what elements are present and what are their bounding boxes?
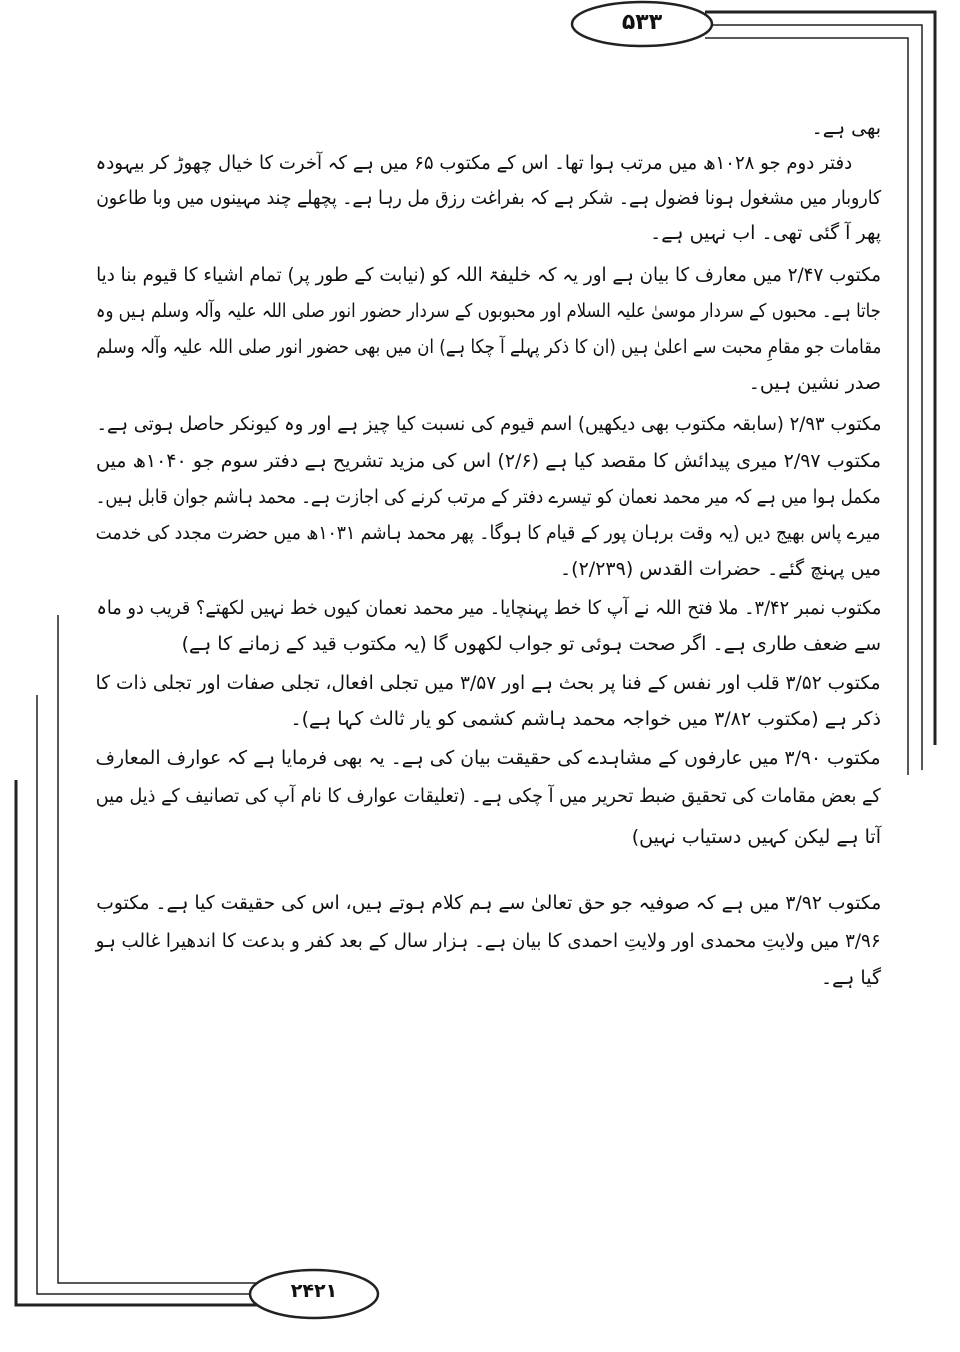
text-line: مکمل ہوا میں ہے کہ میر محمد نعمان کو تیسرے دفتر کے مرتب کرنے کی اجازت ہے۔ محمد ہاشم جوان قابل ہیں۔ [96,486,881,508]
text-line: بھی ہے۔ [811,117,881,139]
text-line: سے ضعف طاری ہے۔ اگر صحت ہوئی تو جواب لکھوں گا (یہ مکتوب قید کے زمانے کا ہے) [181,633,881,655]
text-line: مکتوب ۳/۹۰ میں عارفوں کے مشاہدے کی حقیقت بیان کی ہے۔ یہ بھی فرمایا ہے کہ عوارف المعارف [96,747,881,769]
text-line: گیا ہے۔ [820,967,881,989]
text-line: مکتوب ۳/۵۲ قلب اور نفس کے فنا پر بحث ہے اور ۳/۵۷ میں تجلی افعال، تجلی صفات اور تجلی ذات کا [96,672,881,694]
text-line: ذکر ہے (مکتوب ۳/۸۲ میں خواجہ محمد ہاشم کشمی کو یار ثالث کہا ہے)۔ [290,708,881,730]
text-line: کے بعض مقامات کی تحقیق ضبط تحریر میں آ چکی ہے۔ (تعلیقات عوارف کا نام آپ کی تصانیف کے ذیل میں [96,785,881,807]
text-line: ۳/۹۶ میں ولایتِ محمدی اور ولایتِ احمدی کا بیان ہے۔ ہزار سال کے بعد کفر و بدعت کا اندھیرا غالب ہو [96,930,881,952]
text-line: مکتوب ۲/۹۳ (سابقہ مکتوب بھی دیکھیں) اسم قیوم کی نسبت کیا چیز ہے اور وہ کیونکر حاصل ہوتی ہے۔ [96,413,881,435]
text-line: مکتوب نمبر ۳/۴۲۔ ملا فتح اللہ نے آپ کا خط پہنچایا۔ میر محمد نعمان کیوں خط نہیں لکھتے؟ قریب دو ماہ [96,597,881,619]
text-line: آتا ہے لیکن کہیں دستیاب نہیں) [631,826,881,848]
page-number-bottom: ۲۴۲۱ [290,1280,338,1302]
text-line: مکتوب ۲/۴۷ میں معارف کا بیان ہے اور یہ کہ خلیفۃ اللہ کو (نیابت کے طور پر) تمام اشیاء کا قیوم بنا دیا [96,264,881,286]
text-line: مکتوب ۳/۹۲ میں ہے کہ صوفیہ جو حق تعالیٰ سے ہم کلام ہوتے ہیں، اس کی حقیقت کیا ہے۔ مکتوب [96,892,881,914]
text-line: پھر آ گئی تھی۔ اب نہیں ہے۔ [650,222,881,244]
text-line: مقامات جو مقامِ محبت سے اعلیٰ ہیں (ان کا ذکر پہلے آ چکا ہے) ان میں بھی حضور انور صلی اللہ علیہ وآلہ وسلم [96,336,881,358]
text-line: کاروبار میں مشغول ہونا فضول ہے۔ شکر ہے کہ بفراغت رزق مل رہا ہے۔ پچھلے چند مہینوں میں وبا طاعون [96,187,881,209]
text-line: جاتا ہے۔ محبوں کے سردار موسیٰ علیہ السلام اور محبوبوں کے سردار حضور انور صلی اللہ علیہ وآلہ وسلم ہیں وہ [96,300,881,322]
text-line: میں پہنچ گئے۔ حضرات القدس (۲/۲۳۹)۔ [560,558,881,580]
page-number-top: ۵۳۳ [621,10,663,35]
text-line: دفتر دوم جو ۱۰۲۸ھ میں مرتب ہوا تھا۔ اس کے مکتوب ۶۵ میں ہے کہ آخرت کا خیال چھوڑ کر بیہودہ [96,152,853,174]
text-line: میرے پاس بھیج دیں (یہ وقت برہان پور کے قیام کا ہوگا۔ پھر محمد ہاشم ۱۰۳۱ھ میں حضرت مجدد کی خدمت [96,522,881,544]
text-line: صدر نشین ہیں۔ [748,372,881,394]
text-line: مکتوب ۲/۹۷ میری پیدائش کا مقصد کیا ہے (۲/۶) اس کی مزید تشریح ہے دفتر سوم جو ۱۰۴۰ھ میں [96,450,881,472]
